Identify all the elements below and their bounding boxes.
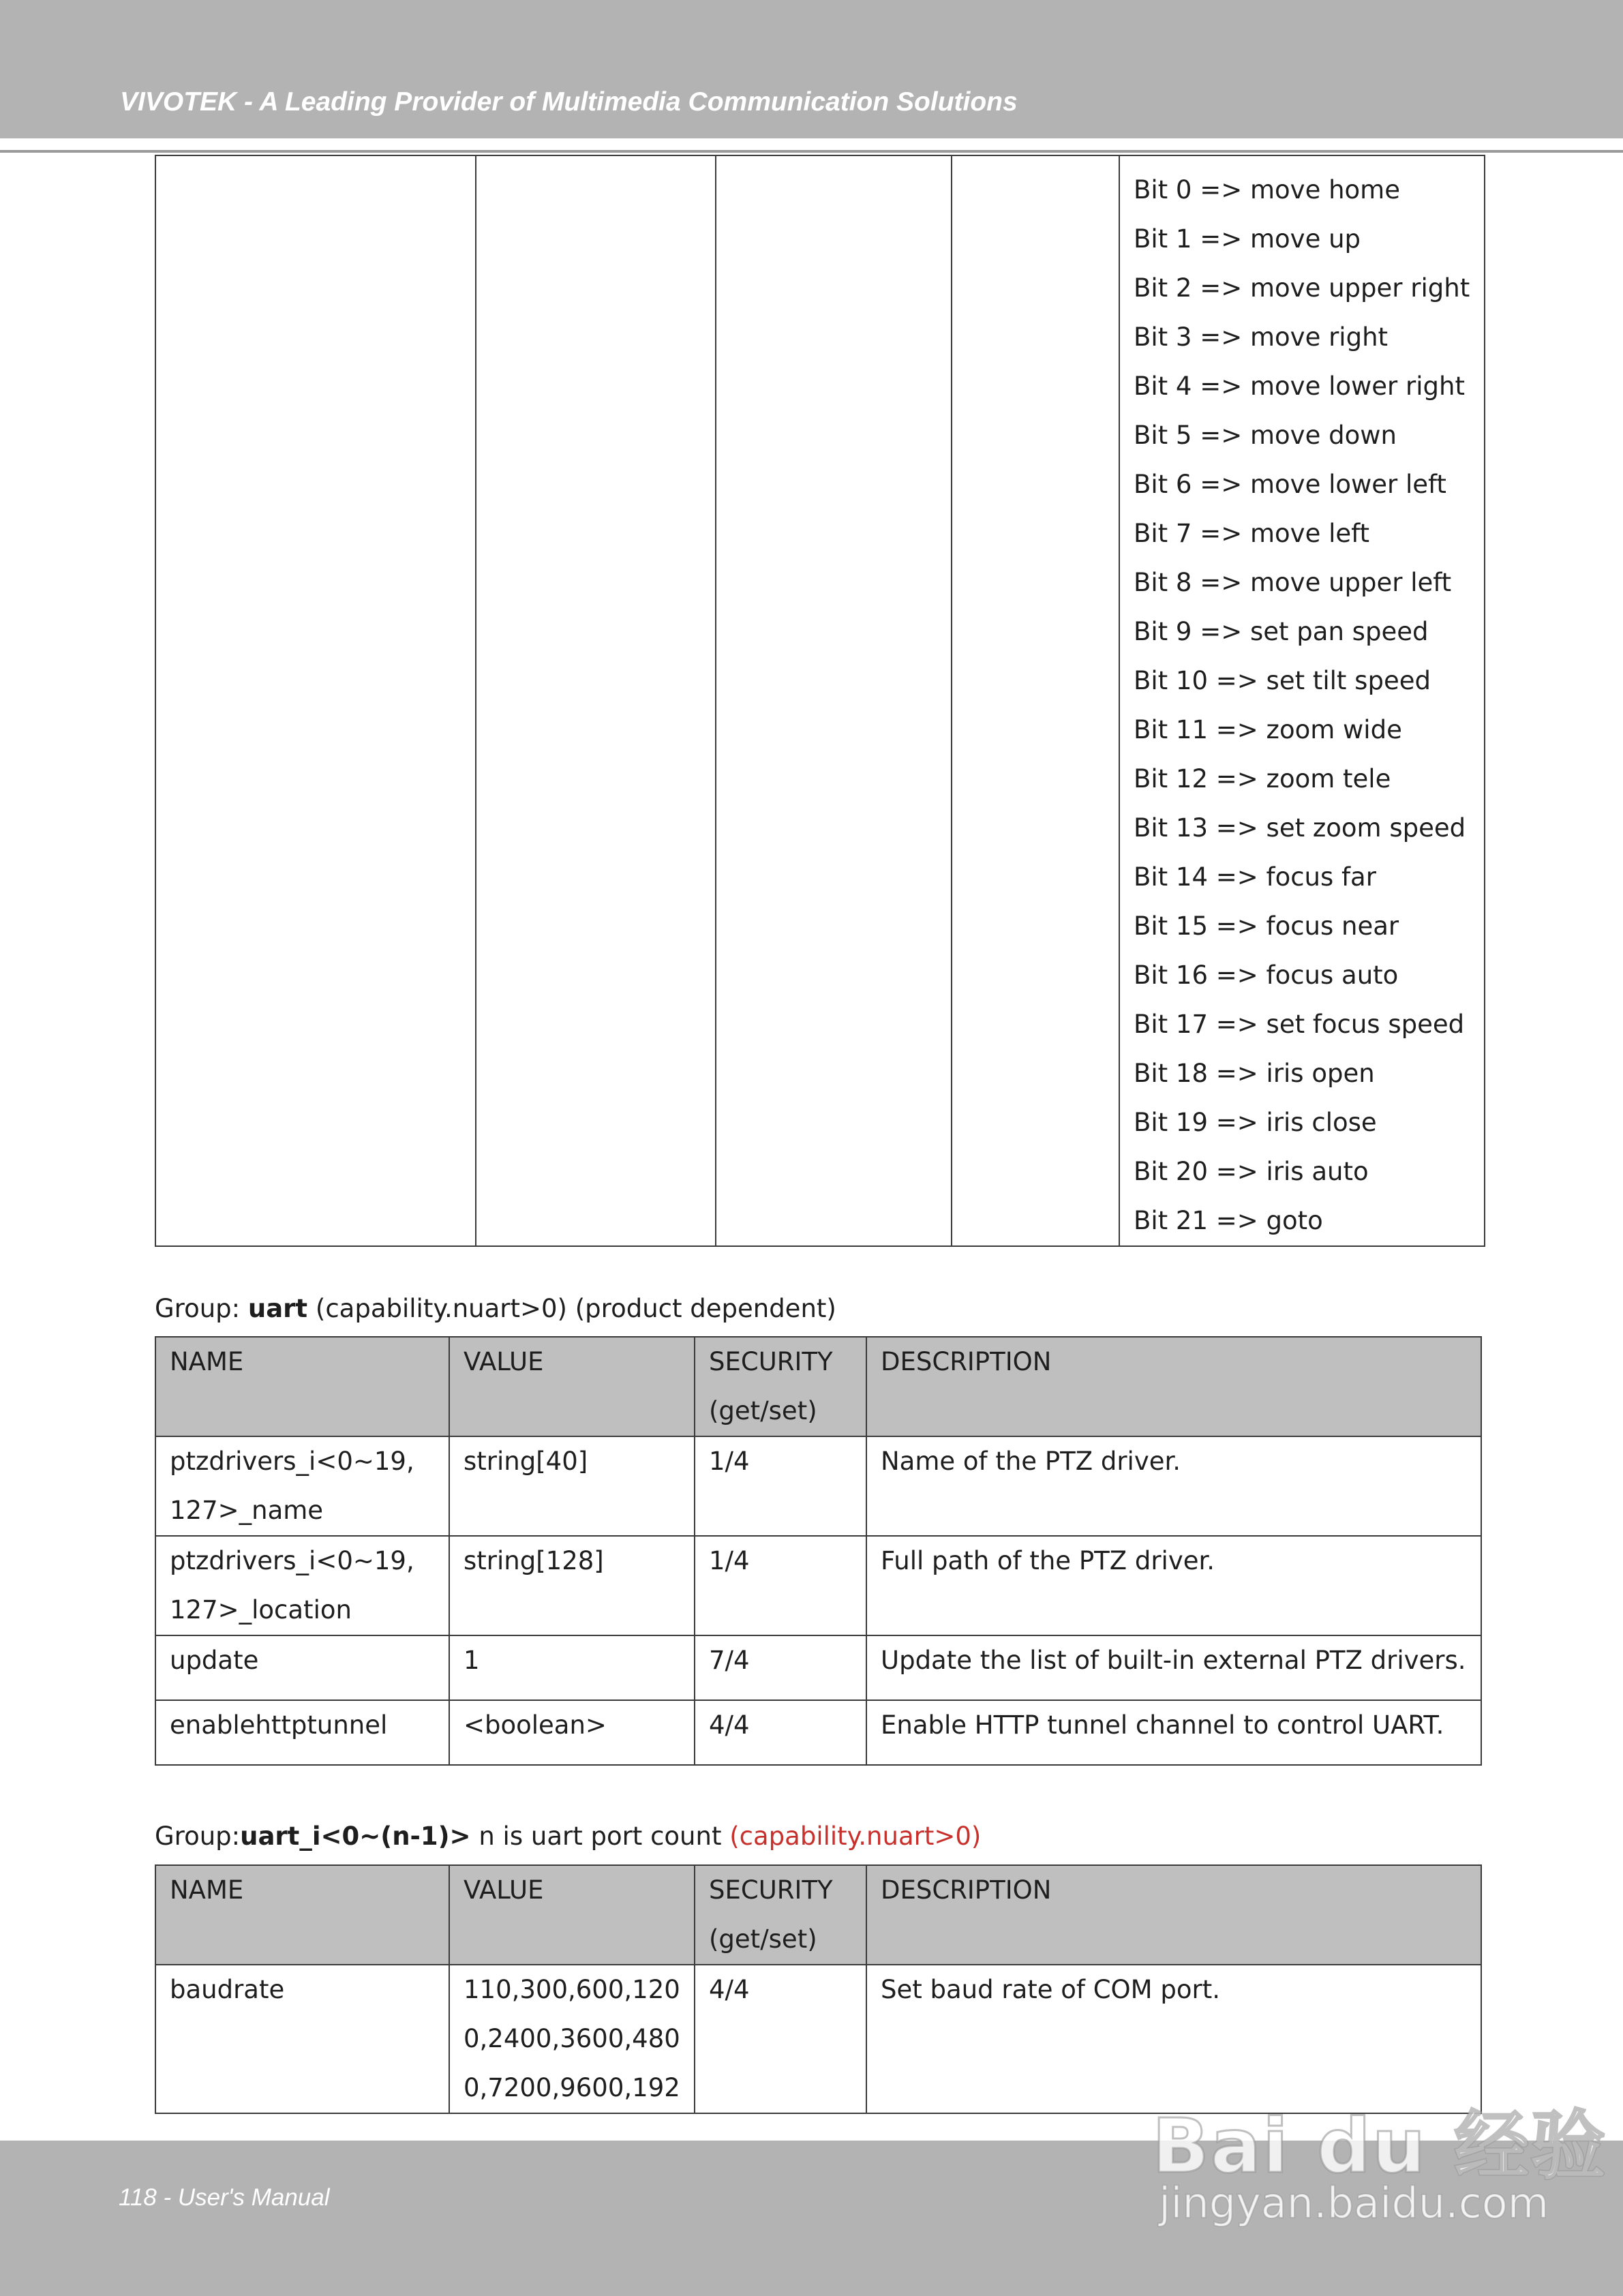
security-cell: 7/4 (695, 1635, 866, 1700)
bit-line: Bit 10 => set tilt speed (1134, 666, 1431, 695)
column-header-value: VALUE (449, 1337, 695, 1436)
security-cell: 1/4 (695, 1436, 866, 1536)
name-line: ptzdrivers_i<0~19, (170, 1447, 414, 1476)
bit-line: Bit 2 => move upper right (1134, 273, 1470, 303)
value-line: 110,300,600,120 (464, 1975, 680, 2004)
description-cell: Set baud rate of COM port. (866, 1965, 1481, 2113)
table-row (155, 155, 1485, 1246)
empty-security-cell (716, 155, 952, 1246)
column-header-name: NAME (155, 1337, 449, 1436)
description-cell: Update the list of built-in external PTZ drivers. (866, 1635, 1481, 1700)
bit-line: Bit 11 => zoom wide (1134, 715, 1402, 744)
security-sub-label: (get/set) (709, 1396, 817, 1425)
bit-line: Bit 14 => focus far (1134, 862, 1376, 892)
group-suffix: (capability.nuart>0) (product dependent) (307, 1294, 836, 1323)
column-header-value: VALUE (449, 1865, 695, 1965)
name-line: 127>_name (170, 1496, 324, 1525)
bit-line: Bit 4 => move lower right (1134, 372, 1465, 401)
bit-line: Bit 9 => set pan speed (1134, 617, 1429, 646)
bit-line: Bit 13 => set zoom speed (1134, 813, 1466, 843)
bit-line: Bit 18 => iris open (1134, 1059, 1375, 1088)
table-row (155, 1635, 1481, 1700)
bit-line: Bit 19 => iris close (1134, 1108, 1377, 1137)
table-row (155, 1436, 1481, 1536)
description-cell: Name of the PTZ driver. (866, 1436, 1481, 1536)
name-cell: update (155, 1635, 449, 1700)
uart-port-group-caption (155, 1822, 981, 1851)
header-title: VIVOTEK - A Leading Provider of Multimedia Communication Solutions (120, 87, 1018, 117)
column-header-security (695, 1865, 866, 1965)
bit-line: Bit 20 => iris auto (1134, 1157, 1369, 1186)
column-header-security (695, 1337, 866, 1436)
table-row (155, 1700, 1481, 1765)
value-line: 0,7200,9600,192 (464, 2073, 680, 2102)
bit-line: Bit 8 => move upper left (1134, 568, 1452, 597)
value-cell: 1 (449, 1635, 695, 1700)
description-cell: Enable HTTP tunnel channel to control UART. (866, 1700, 1481, 1765)
header-divider (0, 150, 1623, 153)
security-label: SECURITY (709, 1875, 833, 1905)
name-cell (155, 1536, 449, 1635)
description-cell: Full path of the PTZ driver. (866, 1536, 1481, 1635)
group-condition: (capability.nuart>0) (729, 1822, 982, 1851)
group-middle: n is uart port count (470, 1822, 730, 1851)
watermark-url: jingyan.baidu.com (1159, 2178, 1549, 2228)
bit-line: Bit 21 => goto (1134, 1206, 1323, 1235)
bit-line: Bit 17 => set focus speed (1134, 1010, 1465, 1039)
empty-value-cell (476, 155, 716, 1246)
security-label: SECURITY (709, 1347, 833, 1376)
group-prefix: Group: (155, 1822, 241, 1851)
security-cell: 4/4 (695, 1700, 866, 1765)
name-cell: enablehttptunnel (155, 1700, 449, 1765)
bits-table (155, 155, 1485, 1247)
bit-line: Bit 6 => move lower left (1134, 470, 1446, 499)
page-number-label: 118 - User's Manual (119, 2184, 330, 2211)
value-line: 0,2400,3600,480 (464, 2024, 680, 2053)
bits-description-cell (1119, 155, 1485, 1246)
column-header-name: NAME (155, 1865, 449, 1965)
page-header (0, 0, 1623, 138)
group-prefix: Group: (155, 1294, 248, 1323)
name-cell: baudrate (155, 1965, 449, 2113)
uart-group-caption (155, 1294, 836, 1323)
bit-line: Bit 15 => focus near (1134, 911, 1399, 941)
table-header-row (155, 1337, 1481, 1436)
name-line: ptzdrivers_i<0~19, (170, 1546, 414, 1575)
value-cell (449, 1965, 695, 2113)
table-header-row (155, 1865, 1481, 1965)
value-cell: string[40] (449, 1436, 695, 1536)
bit-line: Bit 16 => focus auto (1134, 961, 1399, 990)
bit-line: Bit 12 => zoom tele (1134, 764, 1391, 794)
security-cell: 1/4 (695, 1536, 866, 1635)
security-cell: 4/4 (695, 1965, 866, 2113)
column-header-description: DESCRIPTION (866, 1337, 1481, 1436)
empty-extra-cell (952, 155, 1119, 1246)
value-cell: string[128] (449, 1536, 695, 1635)
uart-table (155, 1336, 1482, 1766)
name-cell (155, 1436, 449, 1536)
security-sub-label: (get/set) (709, 1924, 817, 1954)
group-name: uart_i<0~(n-1)> (240, 1822, 471, 1851)
name-line: 127>_location (170, 1595, 352, 1625)
table-row (155, 1536, 1481, 1635)
bit-line: Bit 5 => move down (1134, 421, 1397, 450)
bit-line: Bit 1 => move up (1134, 224, 1361, 254)
column-header-description: DESCRIPTION (866, 1865, 1481, 1965)
bit-line: Bit 7 => move left (1134, 519, 1370, 548)
empty-name-cell (155, 155, 476, 1246)
group-name: uart (247, 1294, 308, 1323)
bit-line: Bit 3 => move right (1134, 322, 1389, 352)
bit-line: Bit 0 => move home (1134, 175, 1400, 205)
value-cell: <boolean> (449, 1700, 695, 1765)
baidu-watermark (1152, 2045, 1607, 2236)
watermark-logo: Bai du 经验 (1152, 2102, 1607, 2190)
